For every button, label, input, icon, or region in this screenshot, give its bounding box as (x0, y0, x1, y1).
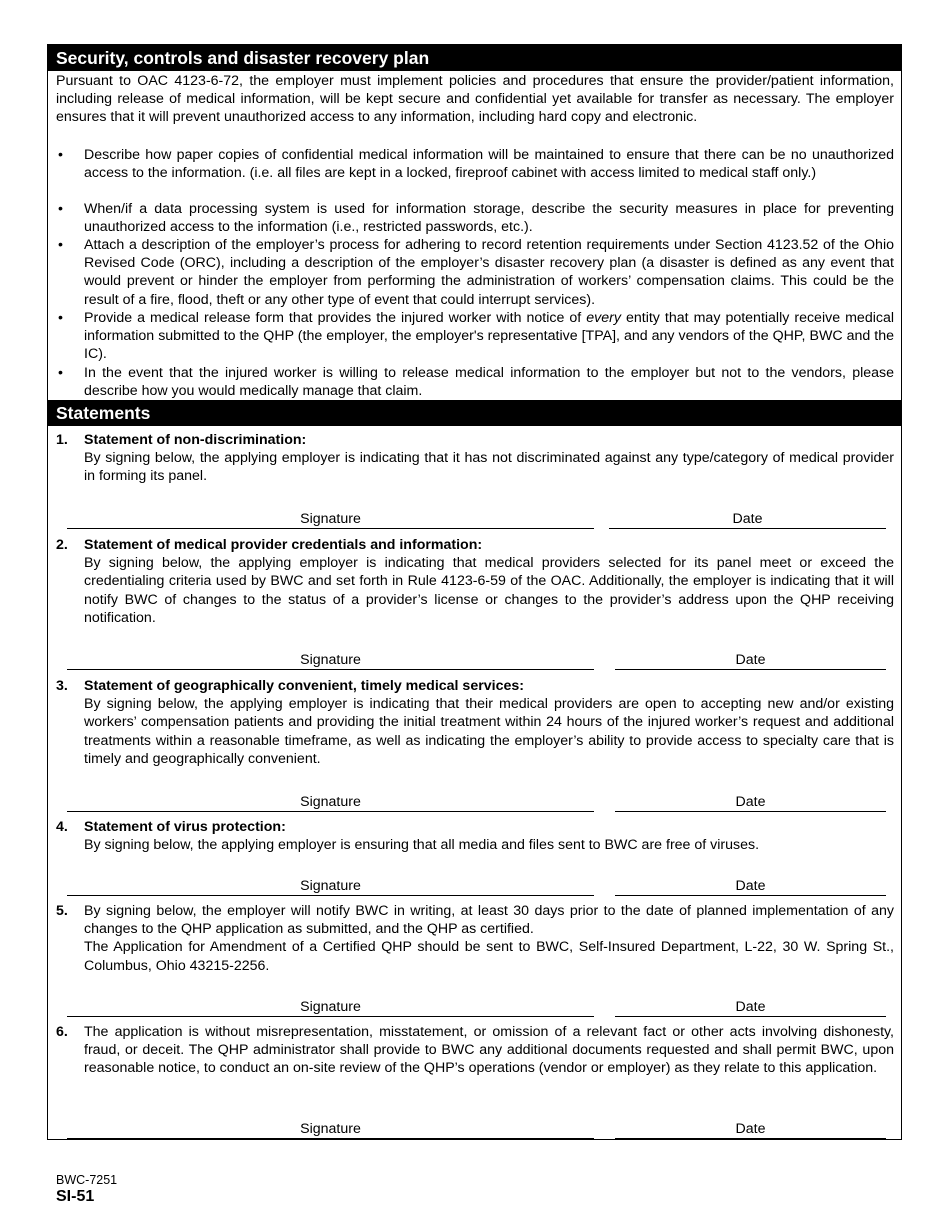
statement-2 (84, 536, 894, 627)
statement-title: Statement of medical provider credentials and information: (84, 537, 483, 553)
form-code: SI-51 (56, 1188, 95, 1205)
bullet-symbol: • (58, 310, 63, 326)
signature-field[interactable]: Signature (67, 1120, 594, 1139)
bullet-item (84, 309, 894, 364)
statement-body: By signing below, the applying employer is indicating that it has not discriminated against any type/category of medical provider in forming its panel. (84, 450, 894, 485)
statement-3 (84, 677, 894, 768)
intro-paragraph: Pursuant to OAC 4123-6-72, the employer must implement policies and procedures that ensure the provider/patient information, including release of medical information, will be kept secure and confidential yet available for transfer as necessary. The employer ensures that it will prevent unauthorized access to any information, including hard copy and electronic. (56, 73, 894, 126)
form-number: BWC-7251 (56, 1173, 118, 1187)
bullet-item: When/if a data processing system is used for information storage, describe the security measures in place for preventing unauthorized access to the information (i.e., restricted passwords, etc.). (84, 201, 894, 236)
signature-field[interactable]: Signature (67, 793, 594, 812)
bullet-text: Provide a medical release form that provides the injured worker with notice of (84, 310, 587, 326)
section-header-security: Security, controls and disaster recovery plan (48, 45, 901, 71)
date-field[interactable]: Date (615, 877, 886, 896)
statement-number: 1. (56, 432, 68, 448)
bullet-item: Attach a description of the employer’s process for adhering to record retention requirements under Section 4123.52 of the Ohio Revised Code (ORC), including a description of the employer’s disaster recovery plan (a disaster is defined as any event that would prevent or hinder the employer from performing the administration of workers’ compensation claims. This could be the result of a fire, flood, theft or any other type of event that could interrupt services). (84, 237, 894, 308)
statement-5 (84, 902, 894, 975)
statement-number: 3. (56, 678, 68, 694)
statement-body: The Application for Amendment of a Certified QHP should be sent to BWC, Self-Insured Department, L-22, 30 W. Spring St., Columbus, Ohio 43215-2256. (84, 939, 894, 974)
statement-number: 6. (56, 1024, 68, 1040)
signature-field[interactable]: Signature (67, 510, 594, 529)
statement-title: Statement of virus protection: (84, 819, 286, 835)
bullet-symbol: • (58, 147, 63, 163)
statement-number: 5. (56, 903, 68, 919)
qhp-form-page (47, 44, 902, 1140)
statement-number: 2. (56, 537, 68, 553)
date-field[interactable]: Date (615, 651, 886, 670)
statement-4 (84, 818, 894, 854)
date-field[interactable]: Date (615, 793, 886, 812)
bullet-item: Describe how paper copies of confidential medical information will be maintained to ensure that there can be no unauthorized access to the information. (i.e. all files are kept in a locked, fireproof cabinet with access limited to medical staff only.) (84, 147, 894, 182)
statement-body: By signing below, the applying employer is ensuring that all media and files sent to BWC are free of viruses. (84, 837, 760, 854)
emphasis-text: every (586, 310, 621, 326)
signature-field[interactable]: Signature (67, 651, 594, 670)
bullet-symbol: • (58, 201, 63, 217)
section-header-statements: Statements (48, 400, 901, 426)
statement-title: Statement of geographically convenient, timely medical services: (84, 678, 524, 694)
statement-body: The application is without misrepresentation, misstatement, or omission of a relevant fact or other acts involving dishonesty, fraud, or deceit. The QHP administrator shall provide to BWC any additional documents requested and shall permit BWC, upon reasonable notice, to conduct an on-site review of the QHP’s operations (vendor or employer) as they relate to this application. (84, 1024, 894, 1077)
date-field[interactable]: Date (615, 998, 886, 1017)
bullet-text: entity that may potentially receive medical information submitted to the QHP (the employer, the employer's representative [TPA], and any vendors of the QHP, BWC and the IC). (84, 310, 895, 363)
bullet-symbol: • (58, 365, 63, 381)
date-field[interactable]: Date (615, 1120, 886, 1139)
signature-field[interactable]: Signature (67, 998, 594, 1017)
statement-body: By signing below, the applying employer is indicating that medical providers selected for its panel meet or exceed the credentialing criteria used by BWC and set forth in Rule 4123-6-59 of the OAC. Additionally, the employer is indicating that it will notify BWC of changes to the status of a provider’s license or changes to the provider’s address upon the QHP receiving notification. (84, 555, 894, 626)
statement-6 (84, 1023, 894, 1078)
date-field[interactable]: Date (609, 510, 886, 529)
statement-number: 4. (56, 819, 68, 835)
statement-body: By signing below, the employer will notify BWC in writing, at least 30 days prior to the date of planned implementation of any changes to the QHP application as submitted, and the QHP as certified. (84, 903, 894, 938)
bullet-item: In the event that the injured worker is willing to release medical information to the employer but not to the vendors, please describe how you would medically manage that claim. (84, 365, 894, 400)
signature-field[interactable]: Signature (67, 877, 594, 896)
bullet-symbol: • (58, 237, 63, 253)
statement-body: By signing below, the applying employer is indicating that their medical providers are open to accepting new and/or existing workers’ compensation patients and providing the initial treatment within 24 hours of the injured worker’s request and additional treatments within a reasonable timeframe, as well as indicating the employer’s ability to provide access to specialty care that is timely and geographically convenient. (84, 696, 894, 767)
statement-1 (84, 431, 894, 486)
statement-title: Statement of non-discrimination: (84, 432, 307, 448)
